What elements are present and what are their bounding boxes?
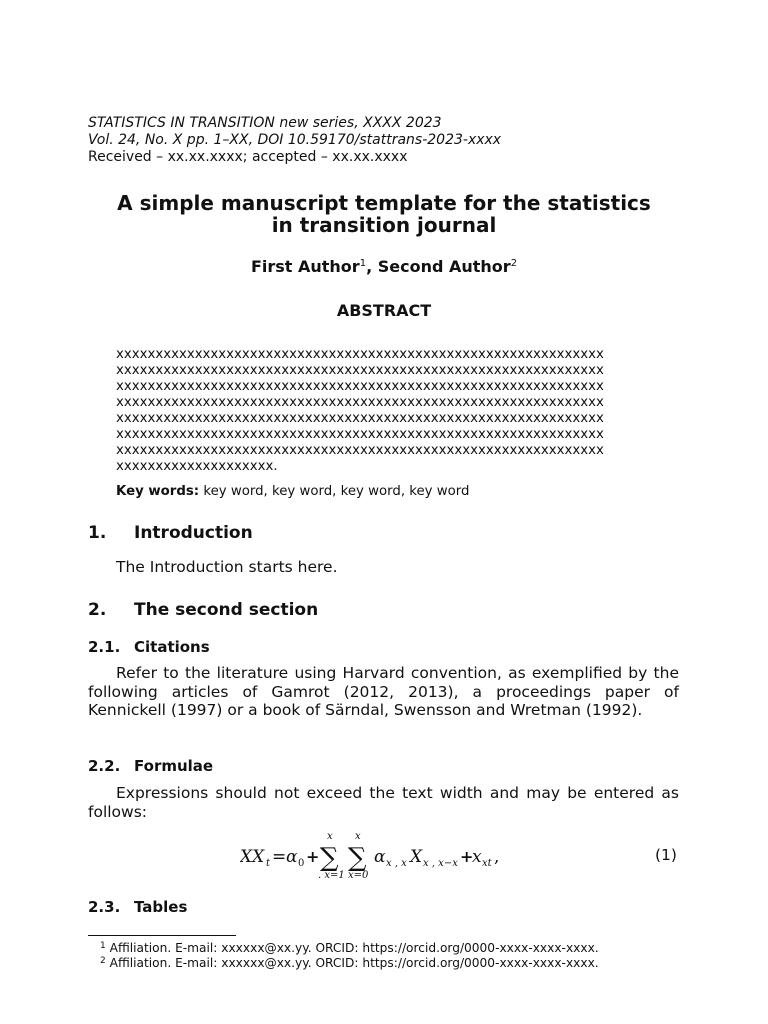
svg-text:=: = — [272, 847, 287, 867]
abstract-line: xxxxxxxxxxxxxxxxxxxxxxxxxxxxxxxxxxxxxxxxxxxxxxxxxxxxxxxxxxxxxx — [116, 379, 604, 394]
subsection-title: Tables — [134, 898, 188, 916]
subsection-title: Citations — [134, 638, 210, 656]
abstract-line: xxxxxxxxxxxxxxxxxxxxxxxxxxxxxxxxxxxxxxxxxxxxxxxxxxxxxxxxxxxxxx — [116, 443, 604, 458]
svg-text:α: α — [374, 847, 386, 867]
svg-text:∑: ∑ — [348, 843, 367, 873]
keywords-line — [116, 483, 469, 501]
title-line-1: A simple manuscript template for the statistics — [117, 191, 651, 215]
section-number: 2. — [88, 600, 107, 620]
svg-text:x=0: x=0 — [348, 870, 369, 881]
subsection-number: 2.1. — [88, 638, 121, 656]
volume-doi-line: Vol. 24, No. X pp. 1–XX, DOI 10.59170/stattrans-2023-xxxx — [88, 132, 502, 148]
second-author-footnote-mark[interactable]: 2 — [510, 258, 518, 269]
svg-text:XX: XX — [240, 847, 265, 867]
subsection-number: 2.3. — [88, 898, 121, 916]
footnote-divider — [88, 935, 236, 936]
footnote-mark: 2 — [100, 956, 106, 966]
abstract-line: xxxxxxxxxxxxxxxxxxxxxxxxxxxxxxxxxxxxxxxxxxxxxxxxxxxxxxxxxxxxxx — [116, 411, 604, 426]
svg-text:X: X — [410, 847, 423, 867]
subsection-2-1-heading — [88, 637, 210, 657]
second-author: Second Author — [377, 257, 511, 276]
equation-number: (1) — [655, 846, 677, 864]
subsection-2-3-heading — [88, 897, 187, 917]
abstract-line: xxxxxxxxxxxxxxxxxxxxxxxxxxxxxxxxxxxxxxxxxxxxxxxxxxxxxxxxxxxxxx — [116, 427, 604, 442]
svg-text:0: 0 — [298, 858, 305, 869]
svg-text:xt: xt — [482, 858, 492, 869]
section-title: Introduction — [134, 523, 253, 543]
author-list — [60, 253, 708, 278]
equation-1 — [240, 826, 680, 886]
paper-title — [60, 192, 708, 236]
svg-text:x , x: x , x — [386, 858, 407, 869]
abstract-heading: ABSTRACT — [336, 301, 432, 320]
introduction-paragraph: The Introduction starts here. — [116, 558, 338, 576]
section-1-heading — [88, 522, 253, 544]
received-accepted-line: Received – xx.xx.xxxx; accepted – xx.xx.xxxx — [88, 149, 408, 165]
footnote-2 — [100, 954, 599, 971]
svg-text:x: x — [327, 831, 333, 842]
svg-text:x: x — [472, 847, 482, 867]
title-line-2: in transition journal — [271, 213, 497, 237]
abstract-line: xxxxxxxxxxxxxxxxxxxxxxxxxxxxxxxxxxxxxxxxxxxxxxxxxxxxxxxxxxxxxx — [116, 395, 604, 410]
section-title: The second section — [134, 600, 319, 620]
citations-paragraph: Refer to the literature using Harvard convention, as exemplified by the following articles of Gamrot (2012, 2013), a proceedings paper of Kennickell (1997) or a book of Särndal, Swensson and Wretman (1992). — [88, 664, 679, 719]
svg-text:x , x−x: x , x−x — [423, 858, 458, 869]
svg-text:. x=1: . x=1 — [318, 870, 345, 881]
equation-graphic — [240, 826, 540, 886]
footnote-mark: 1 — [100, 941, 106, 951]
first-author: First Author — [250, 257, 360, 276]
author-separator: , — [366, 257, 378, 276]
first-author-footnote-mark[interactable]: 1 — [359, 258, 367, 269]
formulae-paragraph: Expressions should not exceed the text width and may be entered as follows: — [88, 784, 679, 821]
keywords-list: key word, key word, key word, key word — [199, 484, 470, 499]
abstract-text — [116, 347, 656, 475]
svg-text:x: x — [355, 831, 361, 842]
section-2-heading — [88, 599, 318, 621]
footnote-text: Affiliation. E-mail: xxxxxx@xx.yy. ORCID: https://orcid.org/0000-xxxx-xxxx-xxxx. — [105, 956, 599, 970]
keywords-label: Key words: — [116, 484, 200, 499]
footnote-text: Affiliation. E-mail: xxxxxx@xx.yy. ORCID: https://orcid.org/0000-xxxx-xxxx-xxxx. — [105, 941, 599, 955]
svg-text:,: , — [494, 847, 500, 867]
svg-text:α: α — [286, 847, 298, 867]
subsection-title: Formulae — [134, 757, 214, 775]
subsection-number: 2.2. — [88, 757, 121, 775]
svg-text:t: t — [266, 858, 271, 869]
subsection-2-2-heading — [88, 756, 213, 776]
abstract-line: xxxxxxxxxxxxxxxxxxxx. — [116, 459, 278, 474]
svg-text:∑: ∑ — [320, 843, 339, 873]
abstract-line: xxxxxxxxxxxxxxxxxxxxxxxxxxxxxxxxxxxxxxxxxxxxxxxxxxxxxxxxxxxxxx — [116, 363, 604, 378]
abstract-line: xxxxxxxxxxxxxxxxxxxxxxxxxxxxxxxxxxxxxxxxxxxxxxxxxxxxxxxxxxxxxx — [116, 347, 604, 362]
section-number: 1. — [88, 523, 107, 543]
svg-text:+: + — [306, 847, 320, 866]
journal-series-line: STATISTICS IN TRANSITION new series, XXXX 2023 — [88, 115, 442, 131]
svg-text:+: + — [460, 847, 474, 866]
